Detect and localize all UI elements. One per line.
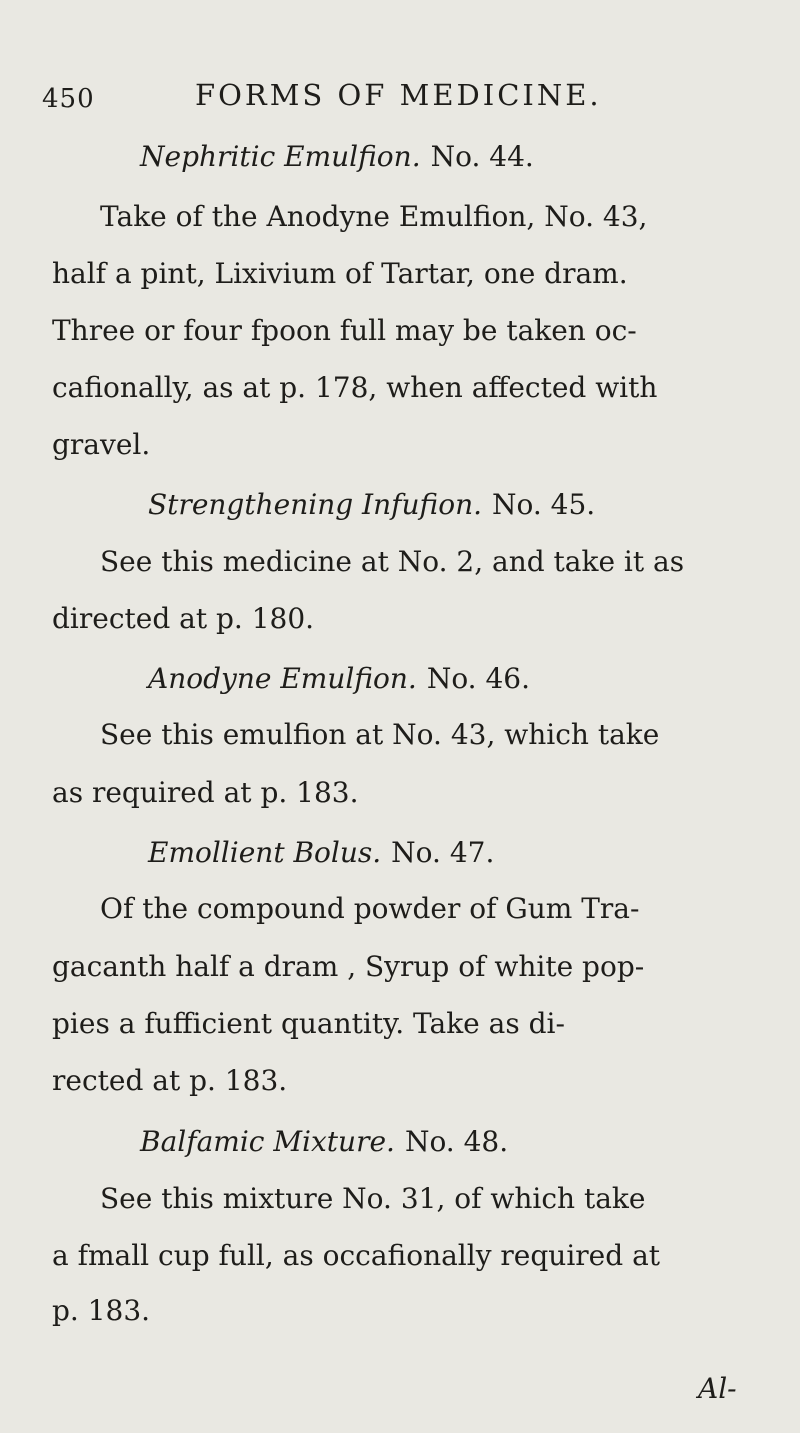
entry-title-48 — [140, 1125, 508, 1158]
entry-46-line-1: See this emulfion at No. 43, which take — [100, 718, 660, 751]
entry-45-line-1: See this medicine at No. 2, and take it as — [100, 545, 685, 578]
entry-name: Emollient Bolus. — [148, 836, 382, 869]
entry-45-line-2: directed at p. 180. — [52, 602, 315, 635]
entry-number: No. 44. — [430, 140, 534, 173]
entry-number: No. 45. — [492, 488, 596, 521]
entry-number: No. 46. — [426, 662, 531, 695]
entry-48-line-3: p. 183. — [52, 1294, 151, 1327]
entry-name: Balfamic Mixture. — [140, 1125, 395, 1158]
page-number: 450 — [42, 84, 95, 114]
entry-44-line-3: Three or four fpoon full may be taken oc- — [52, 314, 637, 347]
entry-title-47 — [148, 836, 494, 869]
entry-47-line-2: gacanth half a dram , Syrup of white pop- — [52, 950, 645, 983]
page-header — [42, 76, 742, 116]
entry-48-line-1: See this mixture No. 31, of which take — [100, 1182, 646, 1215]
entry-number: No. 48. — [404, 1125, 509, 1158]
entry-47-line-4: rected at p. 183. — [52, 1064, 288, 1097]
entry-title-46 — [148, 662, 530, 695]
entry-number: No. 47. — [391, 836, 495, 869]
entry-46-line-2: as required at p. 183. — [52, 776, 359, 809]
entry-name: Nephritic Emulfion. — [140, 140, 421, 173]
catchword: Al- — [698, 1372, 737, 1405]
running-head: FORMS OF MEDICINE. — [195, 78, 602, 112]
entry-48-line-2: a fmall cup full, as occafionally required at — [52, 1239, 661, 1272]
entry-name: Strengthening Infufion. — [148, 488, 483, 521]
entry-47-line-1: Of the compound powder of Gum Tra- — [100, 892, 640, 925]
entry-44-line-5: gravel. — [52, 428, 151, 461]
entry-44-line-1: Take of the Anodyne Emulfion, No. 43, — [100, 200, 648, 233]
entry-title-44 — [140, 140, 534, 173]
entry-name: Anodyne Emulfion. — [148, 662, 417, 695]
entry-title-45 — [148, 488, 595, 521]
entry-47-line-3: pies a fufficient quantity. Take as di- — [52, 1007, 565, 1040]
entry-44-line-4: cafionally, as at p. 178, when affected with — [52, 371, 658, 404]
entry-44-line-2: half a pint, Lixivium of Tartar, one dram. — [52, 257, 628, 290]
